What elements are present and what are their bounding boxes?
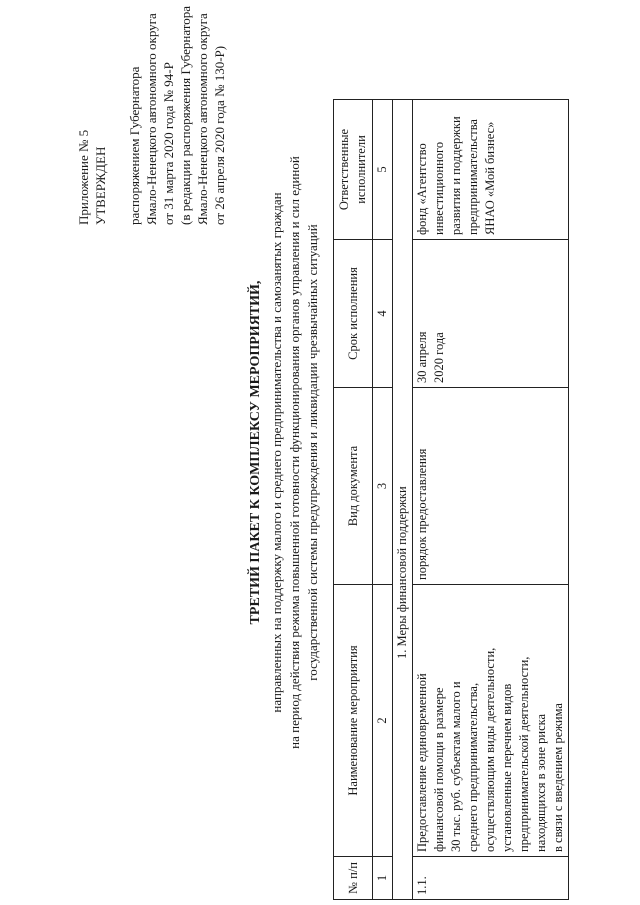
- header-executors: Ответственные исполнители: [334, 100, 373, 240]
- table-header-row: [334, 100, 373, 900]
- measure-name-line: осуществляющим виды деятельности,: [483, 647, 497, 852]
- section-row: [393, 100, 413, 900]
- executor-line: фонд «Агентство: [415, 143, 429, 235]
- executors: [413, 100, 569, 240]
- row-number: 1.1.: [413, 857, 569, 900]
- measure-name-line: Предоставление единовременной: [415, 673, 429, 852]
- measure-name: [413, 585, 569, 857]
- measure-name-line: финансовой помощи в размере: [432, 687, 446, 852]
- approval-line: Ямало-Ненецкого автономного округа: [195, 13, 210, 225]
- col-number: 3: [373, 388, 393, 585]
- measures-table: [333, 99, 569, 900]
- col-number: 2: [373, 585, 393, 857]
- measure-name-line: установленные перечнем видов: [500, 683, 514, 852]
- document-title: ТРЕТИЙ ПАКЕТ К КОМПЛЕКСУ МЕРОПРИЯТИЙ,: [248, 280, 263, 625]
- document-type: порядок предоставления: [413, 388, 569, 585]
- header-name: Наименование мероприятия: [334, 585, 373, 857]
- measure-name-line: предпринимательской деятельности,: [517, 656, 531, 852]
- deadline: [413, 240, 569, 388]
- deadline-line: 2020 года: [432, 332, 446, 383]
- subtitle-line: на период действия режима повышенной готовности функционирования органов управления и сил единой: [287, 156, 302, 749]
- header-doc-type: Вид документа: [334, 388, 373, 585]
- col-number: 5: [373, 100, 393, 240]
- subtitle-line: государственной системы предупреждения и ликвидации чрезвычайных ситуаций: [305, 224, 320, 681]
- executor-line: ЯНАО «Мой бизнес»: [483, 121, 497, 235]
- approval-line: от 26 апреля 2020 года № 130-Р): [212, 45, 227, 225]
- subtitle-line: направленных на поддержку малого и среднего предпринимательства и самозанятых граждан: [269, 192, 284, 713]
- column-number-row: [373, 100, 393, 900]
- col-number: 1: [373, 857, 393, 900]
- section-heading: 1. Меры финансовой поддержки: [393, 100, 413, 900]
- executor-line: развития и поддержки: [449, 116, 463, 235]
- approval-line: от 31 марта 2020 года № 94-Р: [161, 62, 176, 225]
- measure-name-line: среднего предпринимательства,: [466, 682, 480, 852]
- approval-line: распоряжением Губернатора: [127, 66, 142, 225]
- header-number: № п/п: [334, 857, 373, 900]
- executor-line: предпринимательства: [466, 119, 480, 235]
- table-row: [413, 100, 569, 900]
- col-number: 4: [373, 240, 393, 388]
- measure-name-line: 30 тыс. руб. субъектам малого и: [449, 681, 463, 852]
- deadline-line: 30 апреля: [415, 331, 429, 383]
- header-deadline: Срок исполнения: [334, 240, 373, 388]
- appendix-number: Приложение № 5: [76, 129, 91, 225]
- measure-name-line: в связи с введением режима: [551, 703, 565, 852]
- approval-line: Ямало-Ненецкого автономного округа: [144, 13, 159, 225]
- approval-line: (в редакции распоряжения Губернатора: [178, 5, 193, 225]
- measure-name-line: находящихся в зоне риска: [534, 713, 548, 852]
- approved-label: УТВЕРЖДЕН: [93, 146, 108, 225]
- executor-line: инвестиционного: [432, 141, 446, 235]
